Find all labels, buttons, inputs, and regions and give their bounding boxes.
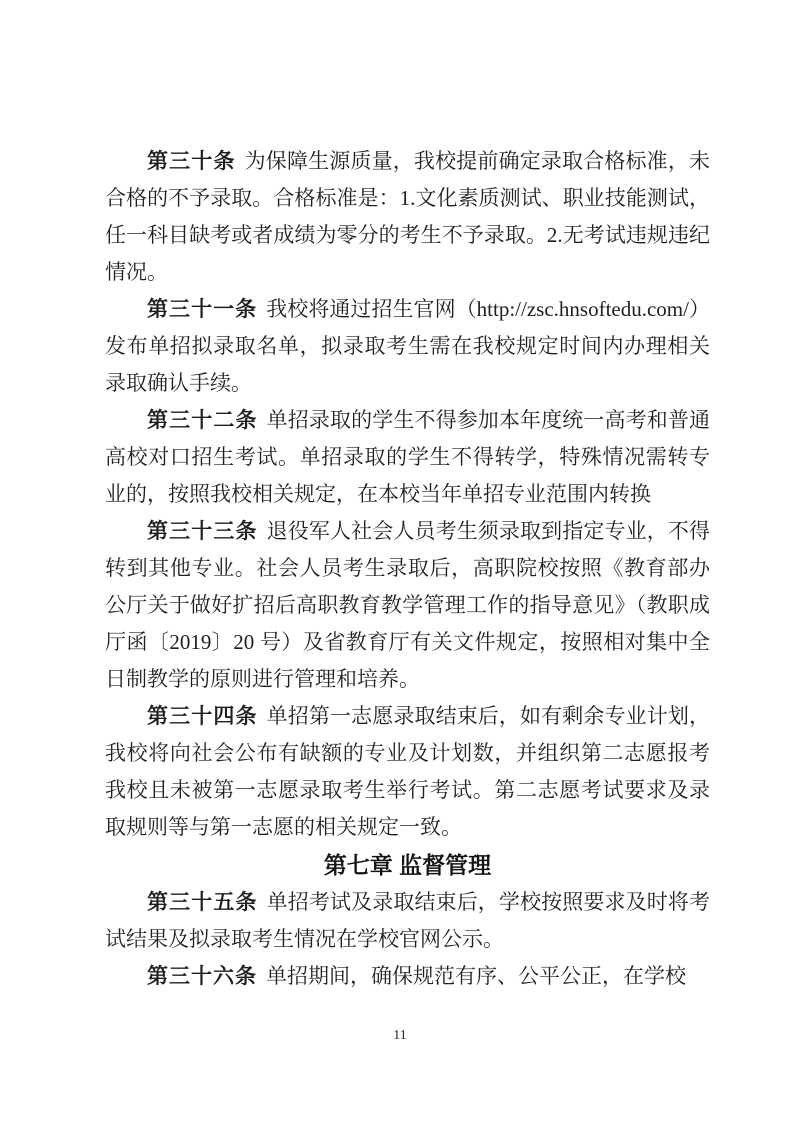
article-number-33: 第三十三条 xyxy=(147,519,258,543)
article-number-34: 第三十四条 xyxy=(147,704,258,728)
article-paragraph-34 xyxy=(105,698,710,846)
article-number-31: 第三十一条 xyxy=(147,297,258,321)
article-paragraph-35 xyxy=(105,884,710,958)
document-content xyxy=(105,143,710,995)
page-number: 11 xyxy=(393,1028,407,1043)
article-paragraph-31 xyxy=(105,291,710,402)
article-paragraph-36 xyxy=(105,958,710,995)
article-paragraph-33 xyxy=(105,513,710,698)
article-text-32: 单招录取的学生不得参加本年度统一高考和普通高校对口招生考试。单招录取的学生不得转学，特殊情况需转专业的，按照我校相关规定，在本校当年单招专业范围内转换 xyxy=(105,408,711,506)
article-number-36: 第三十六条 xyxy=(147,964,257,988)
article-text-30: 为保障生源质量，我校提前确定录取合格标准，未合格的不予录取。合格标准是：1.文化素质测试、职业技能测试，任一科目缺考或者成绩为零分的考生不予录取。2.无考试违规违纪情况。 xyxy=(105,149,710,284)
article-text-31: 我校将通过招生官网（http://zsc.hnsoftedu.com/）发布单招拟录取名单，拟录取考生需在我校规定时间内办理相关录取确认手续。 xyxy=(105,297,711,395)
article-number-32: 第三十二条 xyxy=(147,408,258,432)
article-paragraph-32 xyxy=(105,402,710,513)
article-paragraph-30 xyxy=(105,143,710,291)
article-text-35: 单招考试及录取结束后，学校按照要求及时将考试结果及拟录取考生情况在学校官网公示。 xyxy=(105,890,711,951)
article-number-30: 第三十条 xyxy=(147,149,236,173)
article-text-33: 退役军人社会人员考生须录取到指定专业，不得转到其他专业。社会人员考生录取后，高职院校按照《教育部办公厅关于做好扩招后高职教育教学管理工作的指导意见》（教职成厅函〔2019〕20 号）及省教育厅有关文件规定，按照相对集中全日制教学的原则进行管理和培养。 xyxy=(105,519,711,691)
article-text-36: 单招期间，确保规范有序、公平公正，在学校 xyxy=(266,964,686,988)
chapter-heading: 第七章 监督管理 xyxy=(323,852,492,878)
article-number-35: 第三十五条 xyxy=(147,890,258,914)
article-text-34: 单招第一志愿录取结束后，如有剩余专业计划，我校将向社会公布有缺额的专业及计划数，并组织第二志愿报考我校且未被第一志愿录取考生举行考试。第二志愿考试要求及录取规则等与第一志愿的相关规定一致。 xyxy=(105,704,711,839)
